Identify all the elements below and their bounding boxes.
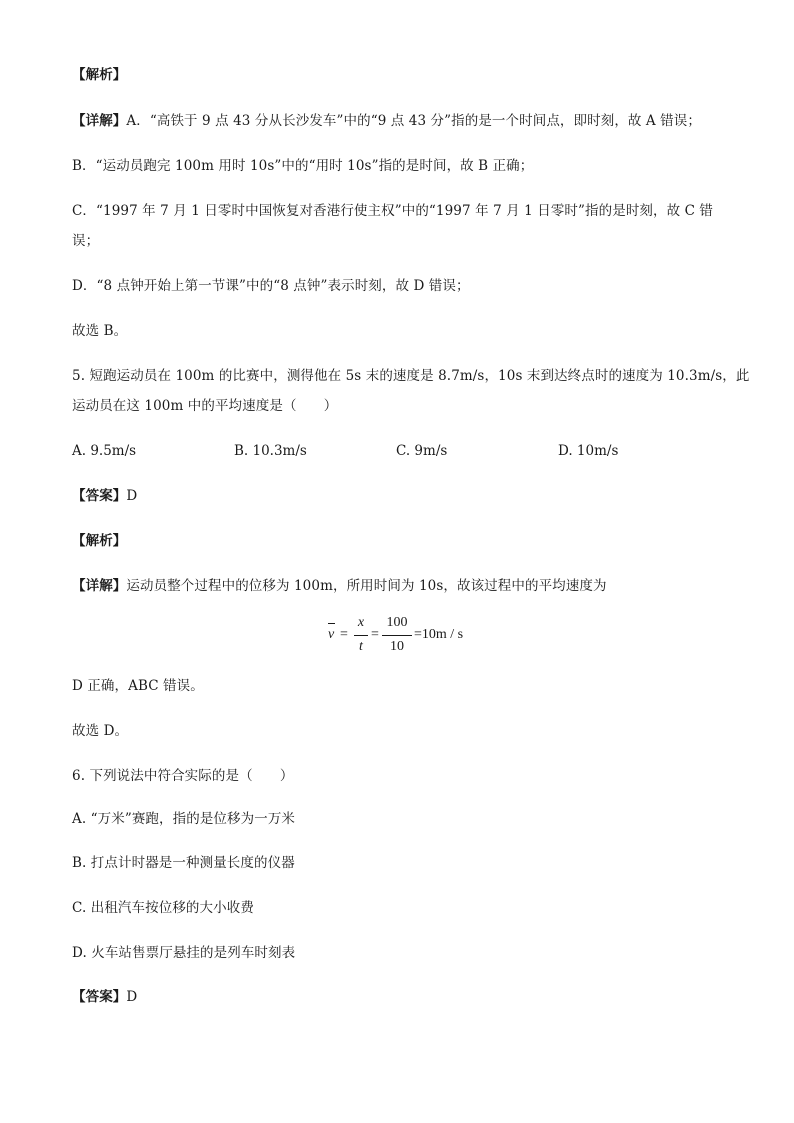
detail-line-c2: 误；	[72, 233, 100, 249]
question-5-answer	[72, 487, 137, 505]
question-5-option-c: C. 9m/s	[396, 443, 448, 459]
question-5-after-formula: D 正确，ABC 错误。	[72, 678, 204, 694]
question-5-stem-2: 运动员在这 100m 中的平均速度是（ ）	[72, 398, 338, 414]
question-5-option-b: B. 10.3m/s	[234, 443, 307, 459]
question-6-option-b: B. 打点计时器是一种测量长度的仪器	[72, 855, 295, 871]
formula-denominator: 10	[390, 639, 404, 654]
formula-equals-2: =	[371, 627, 379, 642]
question-6-stem: 6. 下列说法中符合实际的是（ ）	[72, 768, 294, 784]
question-6-answer	[72, 988, 137, 1006]
detail-tag: 【详解】	[72, 578, 127, 594]
detail-text-a: A．“高铁于 9 点 43 分从长沙发车”中的“9 点 43 分”指的是一个时间点，即时刻，故 A 错误；	[126, 113, 701, 129]
detail-line-c1: C．“1997 年 7 月 1 日零时中国恢复对香港行使主权”中的“1997 年 7 月 1 日零时”指的是时刻，故 C 错	[72, 203, 714, 219]
answer-value: D	[126, 488, 138, 504]
formula-numerator: 100	[386, 615, 408, 630]
question-5-conclusion: 故选 D。	[72, 723, 129, 739]
question-6-option-c: C. 出租汽车按位移的大小收费	[72, 900, 254, 916]
question-5-detail	[72, 577, 607, 595]
formula-v: v	[328, 627, 335, 642]
fraction-bar-2	[382, 635, 412, 636]
detail-line-a	[72, 112, 701, 130]
formula-x: x	[357, 615, 365, 630]
average-velocity-formula	[320, 612, 480, 656]
detail-tag: 【详解】	[72, 113, 127, 129]
question-5-stem-1: 5. 短跑运动员在 100m 的比赛中，测得他在 5s 末的速度是 8.7m/s，10s 末到达终点时的速度为 10.3m/s，此	[72, 368, 750, 384]
detail-line-b: B．“运动员跑完 100m 用时 10s”中的“用时 10s”指的是时间，故 B 正确；	[72, 158, 534, 174]
question-6-option-a: A. “万米”赛跑，指的是位移为一万米	[72, 811, 296, 827]
conclusion-1: 故选 B。	[72, 323, 128, 339]
answer-value: D	[126, 989, 138, 1005]
v-bar	[328, 623, 335, 624]
analysis-heading: 【解析】	[72, 67, 127, 83]
question-6-option-d: D. 火车站售票厅悬挂的是列车时刻表	[72, 945, 296, 961]
formula-t: t	[359, 639, 363, 654]
question-5-option-d: D. 10m/s	[558, 443, 619, 459]
answer-tag: 【答案】	[72, 488, 127, 504]
question-5-option-a: A. 9.5m/s	[72, 443, 137, 459]
answer-tag: 【答案】	[72, 989, 127, 1005]
formula-equals: =	[340, 627, 348, 642]
fraction-bar-1	[354, 635, 368, 636]
question-5-analysis-heading: 【解析】	[72, 533, 127, 549]
detail-text: 运动员整个过程中的位移为 100m，所用时间为 10s，故该过程中的平均速度为	[126, 578, 607, 594]
formula-result: =10m / s	[414, 627, 464, 642]
detail-line-d: D．“8 点钟开始上第一节课”中的“8 点钟”表示时刻，故 D 错误；	[72, 278, 470, 294]
